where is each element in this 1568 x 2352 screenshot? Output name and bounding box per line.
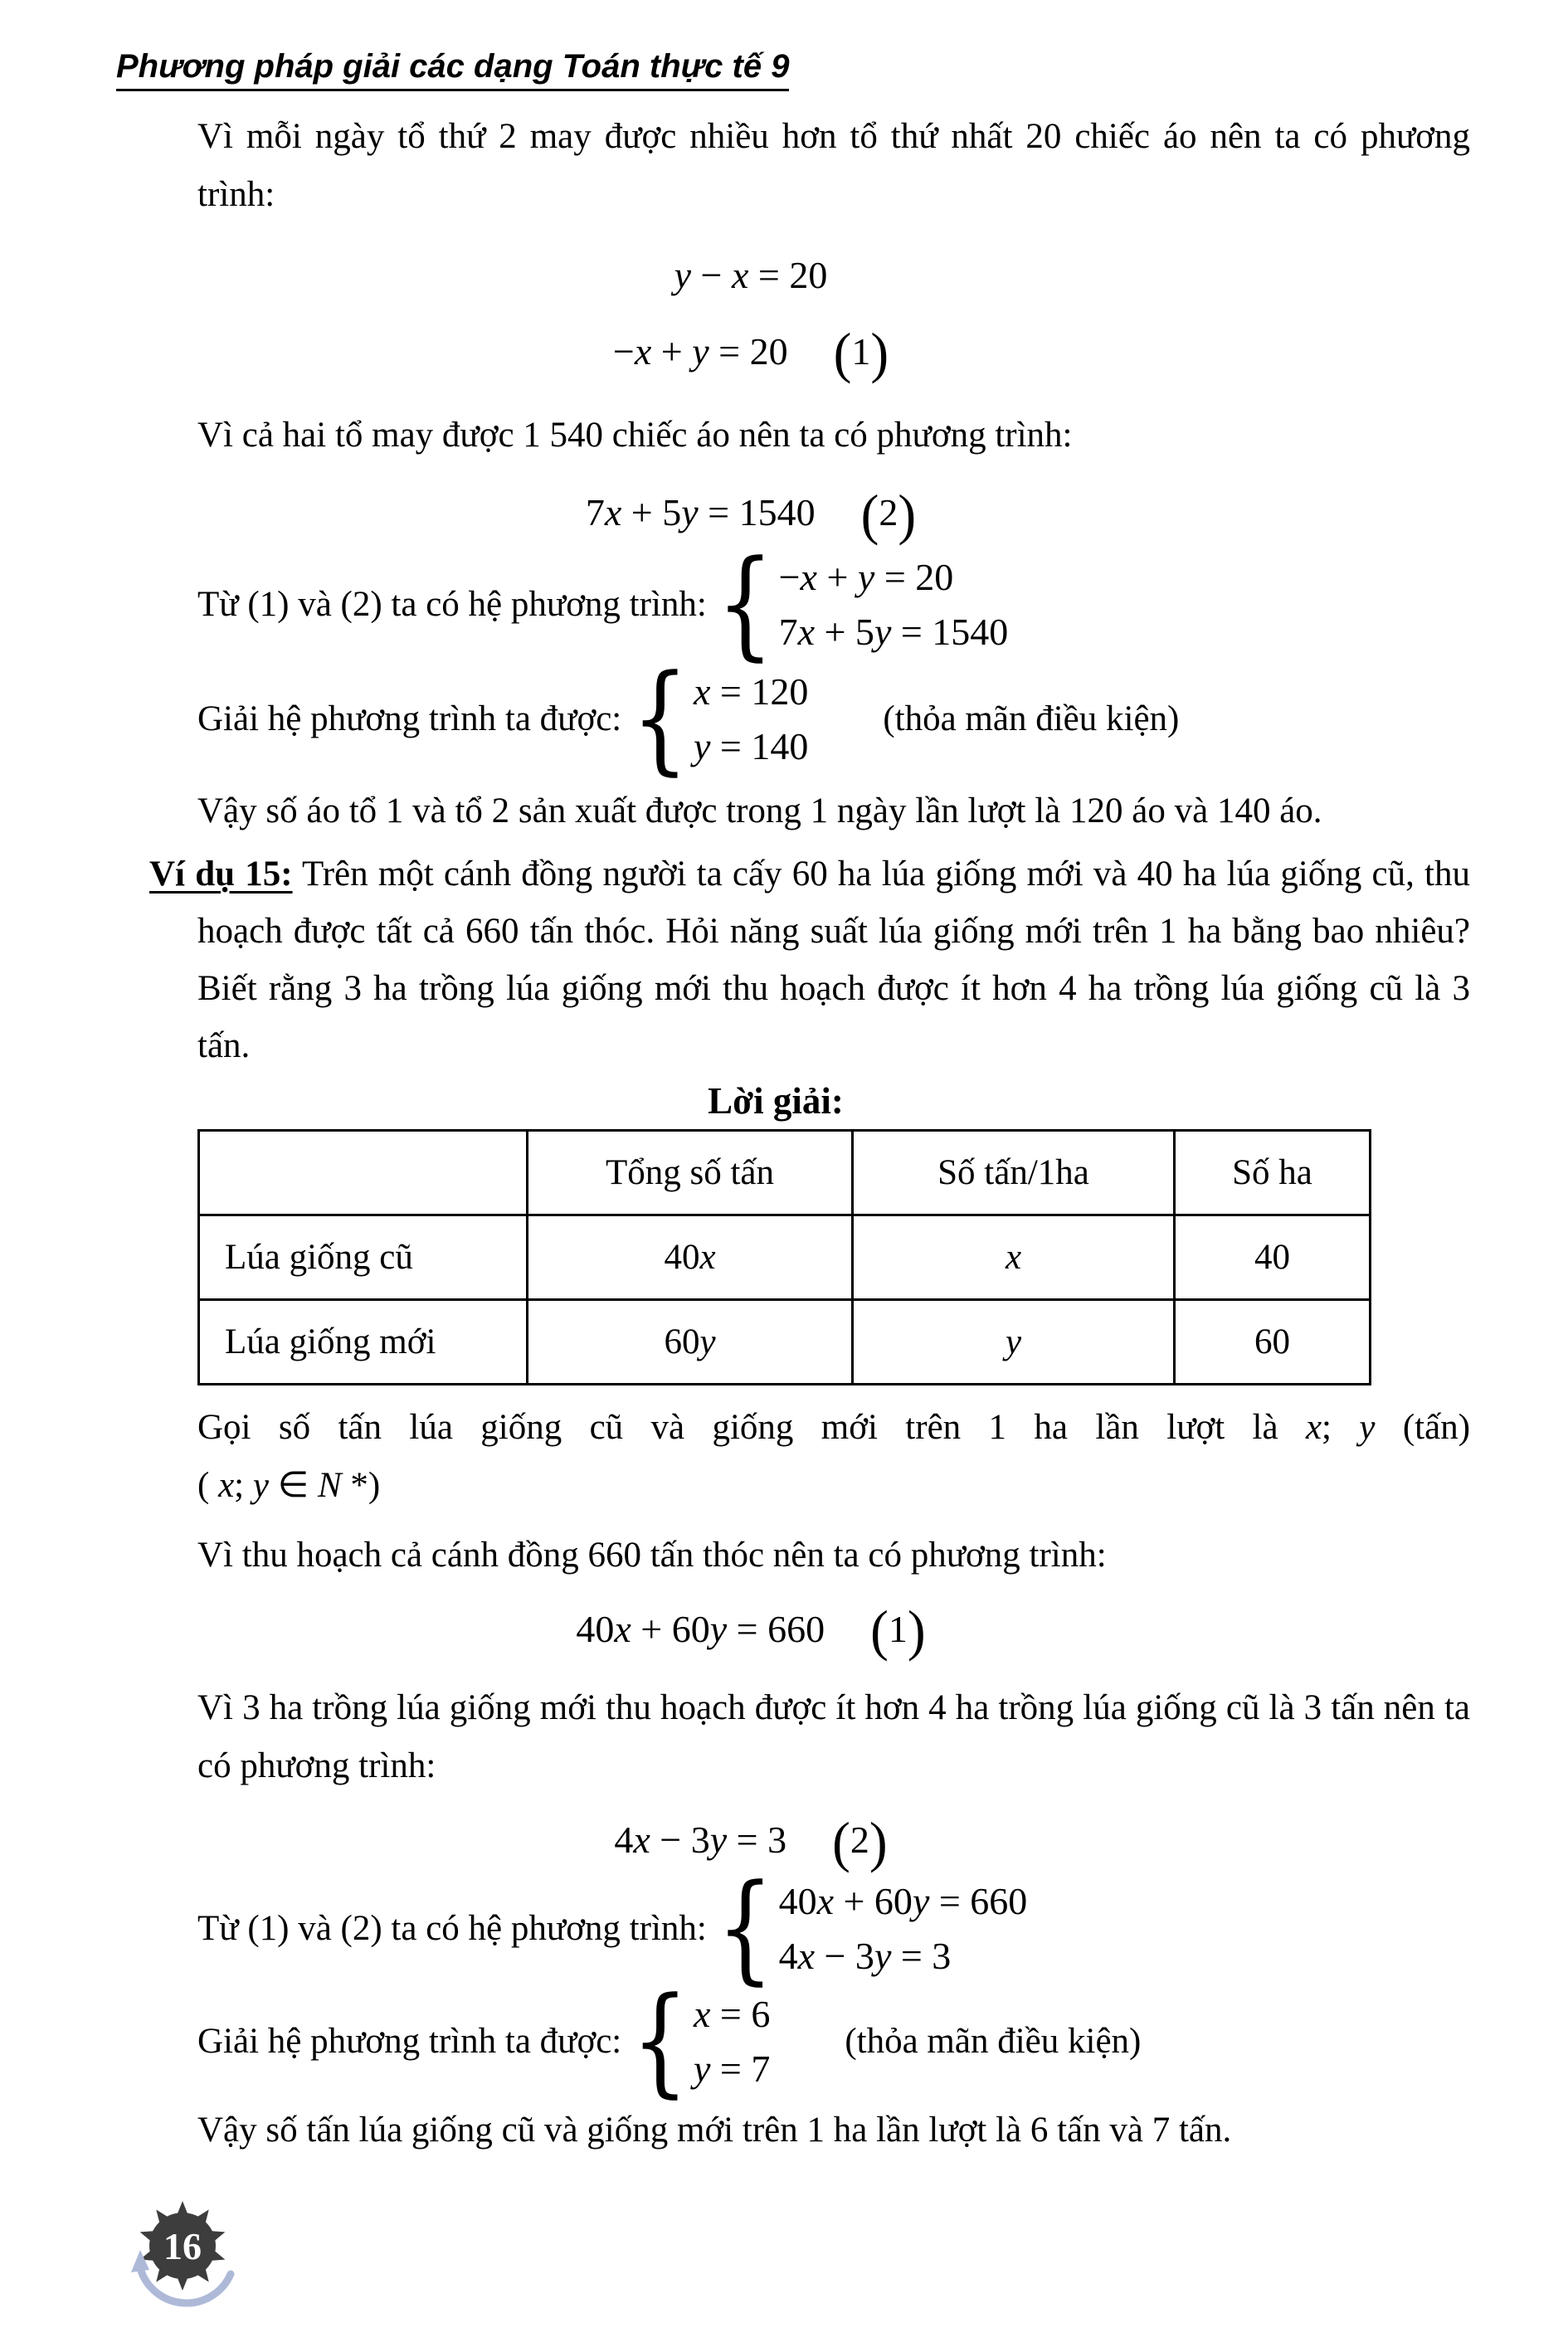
- para-diff-yield: Vì 3 ha trồng lúa giống mới thu hoạch được ít hơn 4 ha trồng lúa giống cũ là 3 tấn nên ta có phương trình:: [197, 1688, 1470, 1786]
- running-header: [116, 46, 1568, 87]
- table-header-cell: Số ha: [1175, 1130, 1371, 1215]
- table-header-cell: Tổng số tấn: [528, 1130, 853, 1215]
- equation-label-1: (1): [870, 1600, 926, 1663]
- solution-table: [197, 1129, 1371, 1385]
- solve-intro: Giải hệ phương trình ta được:: [197, 2022, 622, 2062]
- equation-label-2: (2): [832, 1811, 888, 1874]
- variable-domain: ( x; y ∈ N *): [197, 1465, 381, 1505]
- left-brace-icon: {: [716, 1859, 774, 1997]
- table-cell: Lúa giống mới: [199, 1299, 528, 1384]
- equation-diff-line2: −x + y = 20 (1): [197, 314, 1304, 392]
- system-intro: Từ (1) và (2) ta có hệ phương trình:: [197, 1909, 707, 1949]
- table-cell: y: [853, 1299, 1175, 1384]
- solution-heading: Lời giải:: [708, 1079, 844, 1122]
- table-cell: 60y: [528, 1299, 853, 1384]
- example-15-label: Ví dụ 15:: [149, 854, 293, 894]
- para-total-yield: Vì thu hoạch cả cánh đồng 660 tấn thóc nên ta có phương trình:: [197, 1535, 1107, 1575]
- system-line-ex15: [197, 1859, 1470, 1997]
- example-15-problem-text: Trên một cánh đồng người ta cấy 60 ha lúa giống mới và 40 ha lúa giống cũ, thu hoạch được tất cả 660 tấn thóc. Hỏi năng suất lúa giống mới trên 1 ha bằng bao nhiêu? Biết rằng 3 ha trồng lúa giống mới thu hoạch được ít hơn 4 ha trồng lúa giống cũ là 3 tấn.: [197, 854, 1470, 1065]
- system-line-ex14: [197, 535, 1470, 673]
- table-cell: 60: [1175, 1299, 1371, 1384]
- solve-intro: Giải hệ phương trình ta được:: [197, 699, 622, 739]
- equation-label-2: (2): [860, 484, 917, 547]
- para-condition-2: Vì mỗi ngày tổ thứ 2 may được nhiều hơn tổ thứ nhất 20 chiếc áo nên ta có phương trình:: [197, 117, 1470, 214]
- table-header-cell: [199, 1130, 528, 1215]
- table-cell: 40: [1175, 1215, 1371, 1299]
- left-brace-icon: {: [631, 650, 689, 787]
- page-number: 16: [163, 2225, 202, 2267]
- condition-note: (thỏa mãn điều kiện): [845, 2022, 1142, 2062]
- system-equations: 40x + 60y = 660 4x − 3y = 3: [778, 1879, 1028, 1977]
- equation-diff-block: [197, 237, 1470, 392]
- equation-total-block: 7x + 5y = 1540 (2): [197, 481, 1470, 546]
- equation-label-1: (1): [833, 323, 889, 385]
- table-cell: x: [853, 1215, 1175, 1299]
- table-row: [199, 1299, 1371, 1384]
- para-total-shirts: Vì cả hai tổ may được 1 540 chiếc áo nên ta có phương trình:: [197, 416, 1073, 455]
- solution-values: x = 6 y = 7: [693, 1992, 771, 2090]
- equation-diff-yield-block: 4x − 3y = 3 (2): [197, 1809, 1470, 1873]
- left-brace-icon: {: [631, 1972, 689, 2110]
- equation-diff-line1: y − x = 20: [674, 254, 828, 296]
- system-intro: Từ (1) và (2) ta có hệ phương trình:: [197, 585, 707, 625]
- table-header-row: [199, 1130, 1371, 1215]
- condition-note: (thỏa mãn điều kiện): [883, 699, 1180, 739]
- solve-line-ex15: [197, 1972, 1470, 2110]
- running-header-text: Phương pháp giải các dạng Toán thực tế 9: [116, 48, 789, 91]
- example-15-problem: [149, 845, 1470, 1074]
- solution-values: x = 120 y = 140: [693, 670, 809, 767]
- system-equations: −x + y = 20 7x + 5y = 1540: [778, 555, 1009, 653]
- left-brace-icon: {: [716, 535, 774, 673]
- conclusion-ex15: Vậy số tấn lúa giống cũ và giống mới trên 1 ha lần lượt là 6 tấn và 7 tấn.: [197, 2110, 1232, 2150]
- table-row: [199, 1215, 1371, 1299]
- page-number-badge: [124, 2194, 249, 2319]
- table-cell: 40x: [528, 1215, 853, 1299]
- para-call-variables: Gọi số tấn lúa giống cũ và giống mới trên 1 ha lần lượt là x; y (tấn) ( x; y ∈ N *): [197, 1399, 1470, 1515]
- table-cell: Lúa giống cũ: [199, 1215, 528, 1299]
- equation-total-yield-block: 40x + 60y = 660 (1): [197, 1598, 1470, 1663]
- conclusion-ex14: Vậy số áo tổ 1 và tổ 2 sản xuất được trong 1 ngày lần lượt là 120 áo và 140 áo.: [197, 791, 1322, 830]
- table-header-cell: Số tấn/1ha: [853, 1130, 1175, 1215]
- solve-line-ex14: [197, 650, 1470, 787]
